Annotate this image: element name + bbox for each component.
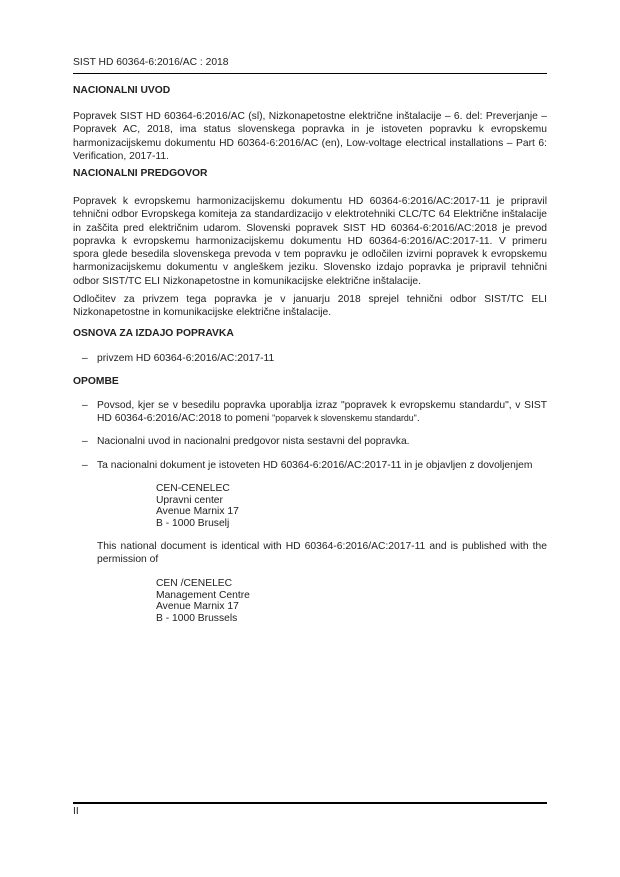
note-1-line-1: Povsod, kjer se v besedilu popravka uporablja izraz "popravek k evropskemu standardu", v SIST — [97, 400, 547, 411]
bullet-dash: – — [82, 436, 88, 447]
page-number: II — [73, 806, 79, 817]
section-heading-nacionalni-uvod: NACIONALNI UVOD — [73, 85, 171, 96]
header-rule — [73, 73, 547, 74]
list-item-text: privzem HD 60364-6:2016/AC:2017-11 — [97, 353, 275, 364]
list-item-text — [97, 399, 547, 426]
page-header-reference: SIST HD 60364-6:2016/AC : 2018 — [73, 57, 229, 68]
address-cen-cenelec-sl: CEN-CENELEC Upravni center Avenue Marnix 17 B - 1000 Bruselj — [156, 483, 239, 529]
section-heading-opombe: OPOMBE — [73, 376, 119, 387]
note-1-line-2-prefix: HD 60364-6:2016/AC:2018 to pomeni — [97, 413, 273, 425]
footer-rule — [73, 802, 547, 804]
list-item-note-2 — [73, 435, 547, 448]
list-item-note-3 — [73, 459, 547, 472]
list-item-text: Ta nacionalni dokument je istoveten HD 60364-6:2016/AC:2017-11 in je objavljen z dovoljenjem — [97, 460, 533, 471]
bullet-dash: – — [82, 400, 88, 411]
note-1-line-2 — [97, 412, 547, 425]
list-item-text: Nacionalni uvod in nacionalni predgovor nista sestavni del popravka. — [97, 436, 410, 447]
paragraph-nacionalni-uvod: Popravek SIST HD 60364-6:2016/AC (sl), Nizkonapetostne električne inštalacije – 6. del: Preverjanje – Popravek AC, 2018, ima status slovenskega popravka in je istoveten popravku k evropskemu harmonizacijskemu dokumentu HD 60364-6:2016/AC (en), Low-voltage electrical installations – Part 6: Verification, 2017-11. — [73, 111, 547, 162]
section-heading-nacionalni-predgovor: NACIONALNI PREDGOVOR — [73, 168, 208, 179]
note-1-line-2-suffix: . — [416, 413, 420, 425]
paragraph-english-statement: This national document is identical with HD 60364-6:2016/AC:2017-11 and is published with the permission of — [97, 541, 547, 566]
list-item-note-1 — [73, 399, 547, 426]
bullet-dash: – — [82, 460, 88, 471]
note-1-line-2-small-text: "poparvek k slovenskemu standardu" — [272, 413, 417, 424]
bullet-dash: – — [82, 353, 88, 364]
paragraph-predgovor-2: Odločitev za privzem tega popravka je v januarju 2018 sprejel tehnični odbor SIST/TC ELI Nizkonapetostne in komunikacijske električne inštalacije. — [73, 294, 547, 319]
address-cen-cenelec-en: CEN /CENELEC Management Centre Avenue Marnix 17 B - 1000 Brussels — [156, 578, 250, 624]
list-item-osnova — [73, 352, 547, 365]
section-heading-osnova: OSNOVA ZA IZDAJO POPRAVKA — [73, 328, 234, 339]
paragraph-predgovor-1: Popravek k evropskemu harmonizacijskemu dokumentu HD 60364-6:2016/AC:2017-11 je pripravil tehnični odbor Evropskega komiteja za standardizacijo v elektrotehniki CLC/TC 64 Električne inštalacije in zaščita pred električnim udarom. Slovenski popravek SIST HD 60364-6:2016/AC:2018 je prevod popravka k evropskemu harmonizacijskemu dokumentu HD 60364-6:2016/AC:2017-11. V primeru spora glede besedila slovenskega prevoda v tem popravku je odločilen izvirni popravek k evropskemu harmonizacijskemu dokumentu v angleškem jeziku. Slovensko izdajo popravka je pripravil tehnični odbor SIST/TC ELI Nizkonapetostne in komunikacijske električne inštalacije. — [73, 196, 547, 287]
